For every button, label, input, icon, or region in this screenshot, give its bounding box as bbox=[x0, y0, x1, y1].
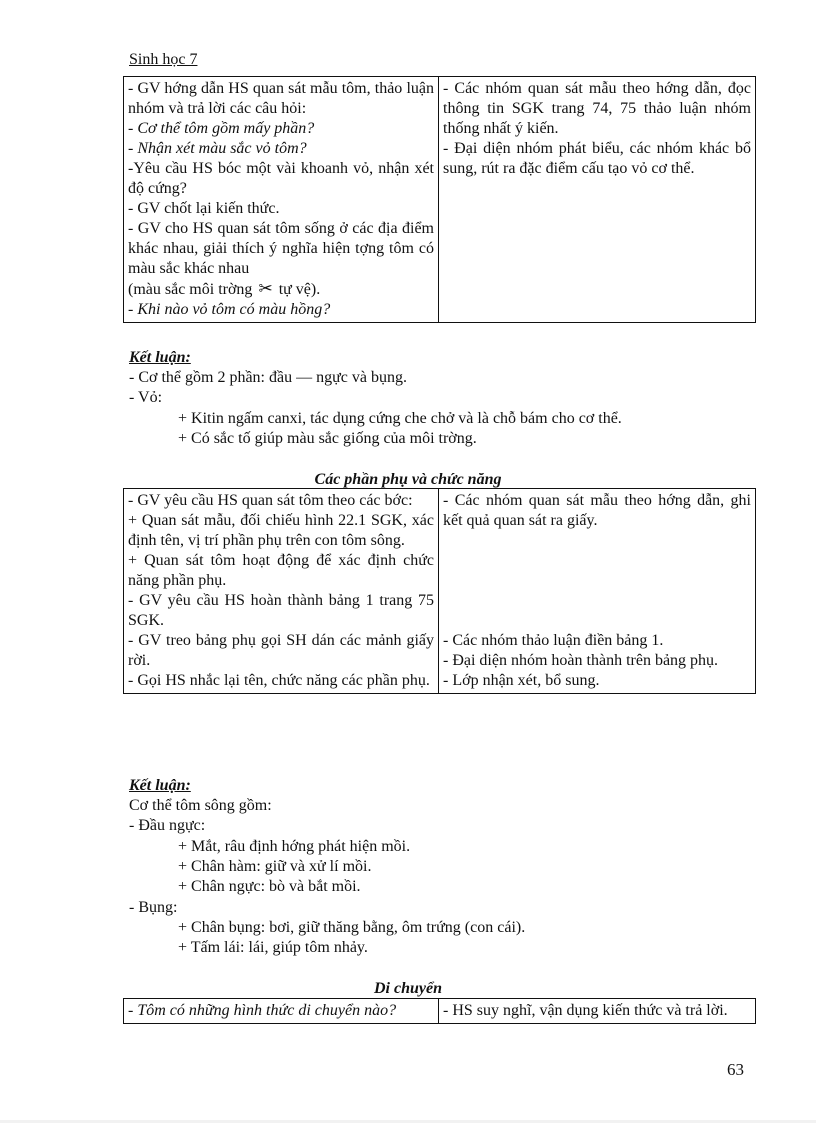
teacher-instruction: - Gọi HS nhắc lại tên, chức năng các phần phụ. bbox=[128, 672, 430, 689]
page-header: Sinh học 7 bbox=[129, 51, 198, 68]
conclusion-belly: - Bụng: bbox=[129, 899, 178, 916]
question-shell-color: - Nhận xét màu sắc vỏ tôm? bbox=[128, 140, 307, 157]
question-pink-shell: - Khi nào vỏ tôm có màu hồng? bbox=[128, 301, 331, 318]
section-title-movement: Di chuyển bbox=[374, 980, 442, 997]
teacher-activity-cell bbox=[124, 489, 439, 694]
student-activity: - Các nhóm quan sát mẫu theo hớng dẫn, ghi kết quả quan sát ra giấy. bbox=[443, 492, 751, 529]
student-activity-cell: - HS suy nghĩ, vận dụng kiến thức và trả lời. bbox=[439, 999, 756, 1024]
conclusion-sub-item: + Có sắc tố giúp màu sắc giống của môi trờng. bbox=[178, 430, 477, 447]
conclusion-title-2: Kết luận: bbox=[129, 777, 191, 794]
section-title-appendages: Các phần phụ và chức năng bbox=[314, 471, 502, 488]
table-row bbox=[124, 77, 756, 323]
teacher-instruction: + Quan sát tôm hoạt động để xác định chức năng phần phụ. bbox=[128, 552, 434, 589]
student-activity-cell bbox=[439, 77, 756, 323]
scissor-line bbox=[128, 279, 434, 300]
conclusion-line: - Cơ thể gồm 2 phần: đầu — ngực và bụng. bbox=[129, 369, 407, 386]
conclusion-sub-item: + Mắt, râu định hớng phát hiện mồi. bbox=[178, 838, 411, 855]
conclusion-sub-item: + Kitin ngấm canxi, tác dụng cứng che chở và là chỗ bám cho cơ thể. bbox=[178, 410, 622, 427]
conclusion-head: - Đầu ngực: bbox=[129, 817, 206, 834]
scissor-line-before: (màu sắc môi trờng bbox=[128, 281, 253, 298]
teacher-activity-cell: - Tôm có những hình thức di chuyển nào? bbox=[124, 999, 439, 1024]
conclusion-sub-item: + Chân bụng: bơi, giữ thăng bằng, ôm trứng (con cái). bbox=[178, 919, 526, 936]
student-report: - Đại diện nhóm phát biểu, các nhóm khác bổ sung, rút ra đặc điểm cấu tạo vỏ cơ thể. bbox=[443, 140, 751, 177]
teacher-instruction: - GV yêu cầu HS quan sát tôm theo các bớc: bbox=[128, 492, 413, 509]
question-body-parts: - Cơ thể tôm gồm mấy phần? bbox=[128, 120, 315, 137]
student-observe: - Các nhóm quan sát mẫu theo hớng dẫn, đọc thông tin SGK trang 74, 75 thảo luận nhóm thống nhất ý kiến. bbox=[443, 80, 751, 137]
conclusion-title-1: Kết luận: bbox=[129, 349, 191, 366]
spacer bbox=[443, 531, 751, 631]
teacher-instruction: - GV hớng dẫn HS quan sát mẫu tôm, thảo luận nhóm và trả lời các câu hỏi: bbox=[128, 80, 434, 117]
conclusion-intro: Cơ thể tôm sông gồm: bbox=[129, 797, 272, 814]
conclusion-sub-item: + Chân ngực: bò và bắt mồi. bbox=[178, 878, 361, 895]
conclusion-line: - Vỏ: bbox=[129, 389, 163, 406]
scissor-line-after: tự vệ). bbox=[278, 281, 321, 298]
scissors-icon: ✂ bbox=[258, 279, 273, 298]
conclusion-sub-item: + Tấm lái: lái, giúp tôm nhảy. bbox=[178, 939, 368, 956]
activity-table-2 bbox=[123, 488, 756, 694]
activity-table-3 bbox=[123, 998, 756, 1024]
instruction-peel-shell: -Yêu cầu HS bóc một vài khoanh vỏ, nhận xét độ cứng? bbox=[128, 160, 434, 197]
table-row bbox=[124, 489, 756, 694]
student-activity: - Lớp nhận xét, bổ sung. bbox=[443, 672, 600, 689]
conclusion-sub-item: + Chân hàm: giữ và xử lí mồi. bbox=[178, 858, 372, 875]
teacher-activity-cell bbox=[124, 77, 439, 323]
activity-table-1 bbox=[123, 76, 756, 323]
instruction-observe-live: - GV cho HS quan sát tôm sống ở các địa điểm khác nhau, giải thích ý nghĩa hiện tợng tôm có màu sắc khác nhau bbox=[128, 220, 434, 277]
student-activity-cell bbox=[439, 489, 756, 694]
page-number: 63 bbox=[727, 1060, 744, 1079]
instruction-summarize: - GV chốt lại kiến thức. bbox=[128, 200, 280, 217]
student-activity: - Đại diện nhóm hoàn thành trên bảng phụ. bbox=[443, 652, 719, 669]
teacher-instruction: - GV treo bảng phụ gọi SH dán các mảnh giấy rời. bbox=[128, 632, 434, 669]
student-activity: - Các nhóm thảo luận điền bảng 1. bbox=[443, 632, 664, 649]
table-row bbox=[124, 999, 756, 1024]
teacher-instruction: + Quan sát mẫu, đối chiếu hình 22.1 SGK, xác định tên, vị trí phần phụ trên con tôm sông. bbox=[128, 512, 434, 549]
teacher-instruction: - GV yêu cầu HS hoàn thành bảng 1 trang 75 SGK. bbox=[128, 592, 434, 629]
